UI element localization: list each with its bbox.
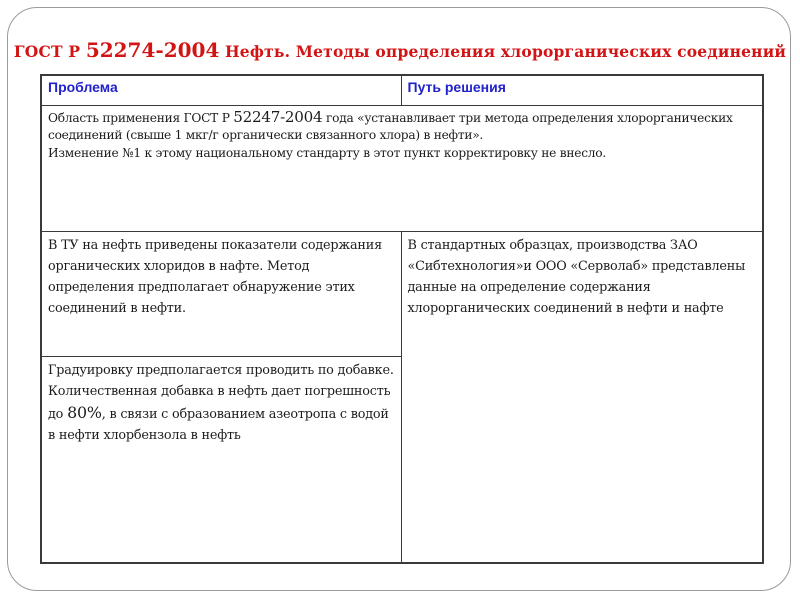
scope-row	[41, 105, 763, 231]
table-header-row	[41, 75, 763, 105]
calibration-problem-text: Градуировку предполагается проводить по добавке. Количественная добавка в нефть дает погрешность до 80%, в связи с образованием азеотропа с водой в нефти хлорбензола в нефть	[48, 362, 394, 443]
slide-title: ГОСТ Р 52274-2004 Нефть. Методы определения хлорорганических соединений	[13, 38, 787, 62]
scope-paragraph-2: Изменение №1 к этому национальному стандарту в этот пункт корректировку не внесло.	[48, 145, 606, 160]
calibration-problem-cell	[41, 356, 401, 563]
header-problem-cell: Проблема	[41, 75, 401, 105]
tu-problem-cell	[41, 231, 401, 356]
header-solution-cell: Путь решения	[401, 75, 763, 105]
standard-samples-cell	[401, 231, 763, 563]
tu-row	[41, 231, 763, 356]
tu-problem-text: В ТУ на нефть приведены показатели содержания органических хлоридов в нафте. Метод определения предполагает обнаружение этих соединений в нефти.	[48, 237, 382, 316]
problem-solution-table	[40, 74, 764, 564]
scope-paragraph-1: Область применения ГОСТ Р 52247-2004 года «устанавливает три метода определения хлорорганических соединений (свыше 1 мкг/г органически связанного хлора) в нефти».	[48, 107, 733, 142]
standard-samples-text: В стандартных образцах, производства ЗАО «Сибтехнология»и ООО «Серволаб» представлены данные на определение содержания хлорорганических соединений в нефти и нафте	[407, 237, 746, 316]
scope-cell	[41, 105, 763, 231]
